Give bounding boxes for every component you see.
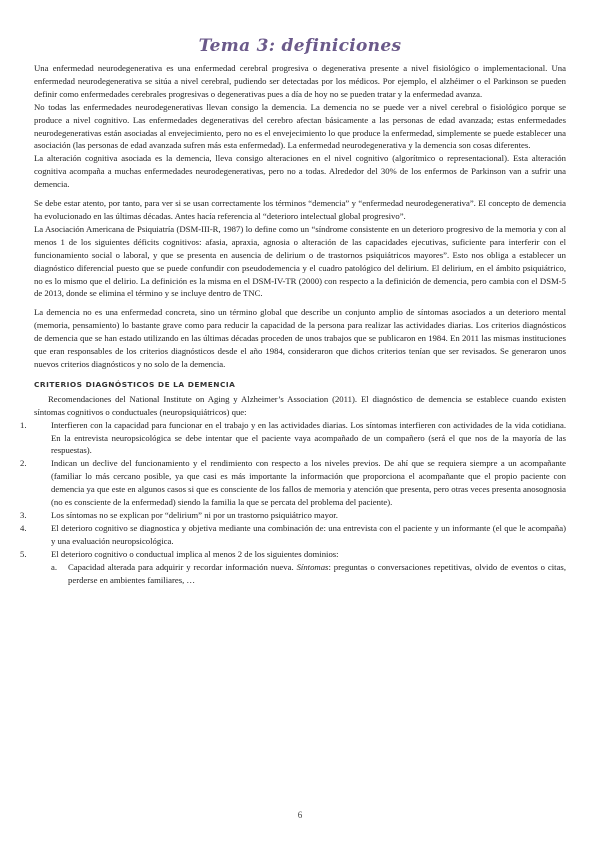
criteria-number: 3. [20,510,27,520]
criteria-text: Indican un declive del funcionamiento y el rendimiento con respecto a los niveles previos. De ahí que se requiera siempre a un acompañante (familiar lo más cercano posible, ya que casi es más importante la información que proporciona el acompañante que el propio paciente con demencia ya que este en algunos casos si que es consciente de los fallos de memoria y atención que presenta, pero otras veces presenta anosognosia (no es consciente de la enfermedad) siendo la familia la que se percata del problema del paciente). [51,458,566,508]
subitem-rest: : preguntas o conversaciones repetitivas, olvido de eventos o citas, perderse en ambientes familiares, … [68,561,566,585]
paragraph-terminology: Se debe estar atento, por tanto, para ver si se usan correctamente los términos “demencia” y “enfermedad neurodegenerativa”. El concepto de demencia ha evolucionado en las últimas décadas. Antes hacía referencia al “deterioro intelectual global progresivo”. [34,198,566,221]
paragraph-global-term: La demencia no es una enfermedad concreta, sino un término global que describe un conjunto amplio de síntomas asociados a un deterioro mental (memoria, pensamiento) lo bastante grave como para reducir la capacidad de la persona para realizar las actividades diarias. Los criterios diagnósticos de demencia que se han estado utilizando en las últimas décadas proceden de unos trabajos que se publicaron en 1984. En 2011 las mismas instituciones que eran responsables de los criterios diagnósticos desde el año 1984, consideraron que dichos criterios tenían que ser revisados. Se generaron unos nuevos criterios diagnósticos y no solo de la demencia. [34,307,566,369]
subitem-lead: Capacidad alterada para adquirir y recordar información nueva. [68,561,294,572]
criteria-subitem [51,561,566,587]
criteria-item [20,419,566,458]
criteria-number: 1. [20,419,27,430]
paragraph-dementia-vs-disease: No todas las enfermedades neurodegenerativas llevan consigo la demencia. La demencia no se puede ver a nivel cerebral o fisiológico porque se produce a nivel cognitivo. Las enfermedades degenerativas del cerebro afectan básicamente a las personas de edad avanzada; estas enfermedades neurodegenerativas están asociadas al envejecimiento, pero no es el envejecimiento lo que produce la enfermedad, simplemente se puede establecer una asociación (las personas de edad avanzada sufren más esta enfermedad). La enfermedad neurodegenerativa y la demencia son cosas diferentes. [34,101,566,151]
paragraph-definition: Una enfermedad neurodegenerativa es una enfermedad cerebral progresiva o degenerativa presente a nivel fisiológico o implementacional. Una enfermedad neurodegenerativa se sitúa a nivel cerebral, pudiendo ser detectadas por los médicos. Por ejemplo, el alzhéimer o el Parkinson se pueden definir como enfermedades cerebrales progresivas o degenerativas pues a día de hoy no se pueden tratar y la enfermedad avanza. [34,63,566,99]
page-title: Tema 3: definiciones [198,36,402,56]
criteria-text: El deterioro cognitivo se diagnostica y objetiva mediante una combinación de: una entrevista con el paciente y un informante (el que le acompaña) y una evaluación neuropsicológica. [51,522,566,546]
section-heading: CRITERIOS DIAGNÓSTICOS DE LA DEMENCIA [34,379,236,389]
criteria-text: El deterioro cognitivo o conductual implica al menos 2 de los siguientes dominios: [51,548,339,559]
page-number: 6 [297,810,303,820]
criteria-item [20,522,566,548]
criteria-number: 5. [20,548,27,559]
criteria-text: Los síntomas no se explican por “delirium” ni por un trastorno psiquiátrico mayor. [51,510,338,520]
subitem-letter: a. [51,561,58,572]
paragraph-cognitive-alteration: La alteración cognitiva asociada es la demencia, lleva consigo alteraciones en el nivel cognitivo (algorítmico o representacional). Esta alteración cognitiva acompaña a muchas enfermedades neurodegenerativas, pero no a todas. Alrededor del 30% de los enfermos de Parkinson van a sufrir una demencia. [34,153,566,190]
criteria-list [20,419,566,587]
subitem-label: Síntomas [296,561,329,572]
criteria-number: 2. [20,458,27,469]
paragraph-dsm-definition: La Asociación Americana de Psiquiatría (DSM-III-R, 1987) lo define como un “síndrome consistente en un deterioro progresivo de la memoria y con al menos 1 de los siguientes déficits cognitivos: afasia, apraxia, agnosia o alteración de las capacidades ejecutivas, suficiente para interferir con el funcionamiento social o laboral, y que se presenta en ausencia de delirium o de trastornos psiquiátricos mayores”. Esto nos obliga a establecer un diagnóstico diferencial puesto que se puede confundir con pseudodemencia y el cuadro patológico del delirium. El delirium, en el ámbito psiquiátrico, no es lo mismo que el delirio. La definición es la misma en el DSM-IV-TR (2000) con respecto a la definición de demencia, pero cambia con el DSM-5 de 2013, donde se elimina el término y se incluye dentro de TNC. [34,223,566,299]
criteria-number: 4. [20,522,27,533]
criteria-intro: Recomendaciones del National Institute on Aging y Alzheimer’s Association (2011). El diagnóstico de demencia se establece cuando existen síntomas cognitivos o conductuales (neuropsiquiátricos) que: [34,393,566,417]
criteria-text: Interfieren con la capacidad para funcionar en el trabajo y en las actividades diarias. Los síntomas interfieren con actividades de la vida cotidiana. En la entrevista neuropsicológica se debe intentar que el paciente vaya acompañado de un compañero (será el que nos de la mayoría de las respuestas). [51,419,566,456]
criteria-item [20,548,566,587]
criteria-item [20,509,566,522]
criteria-item [20,457,566,509]
document-page [20,36,566,586]
